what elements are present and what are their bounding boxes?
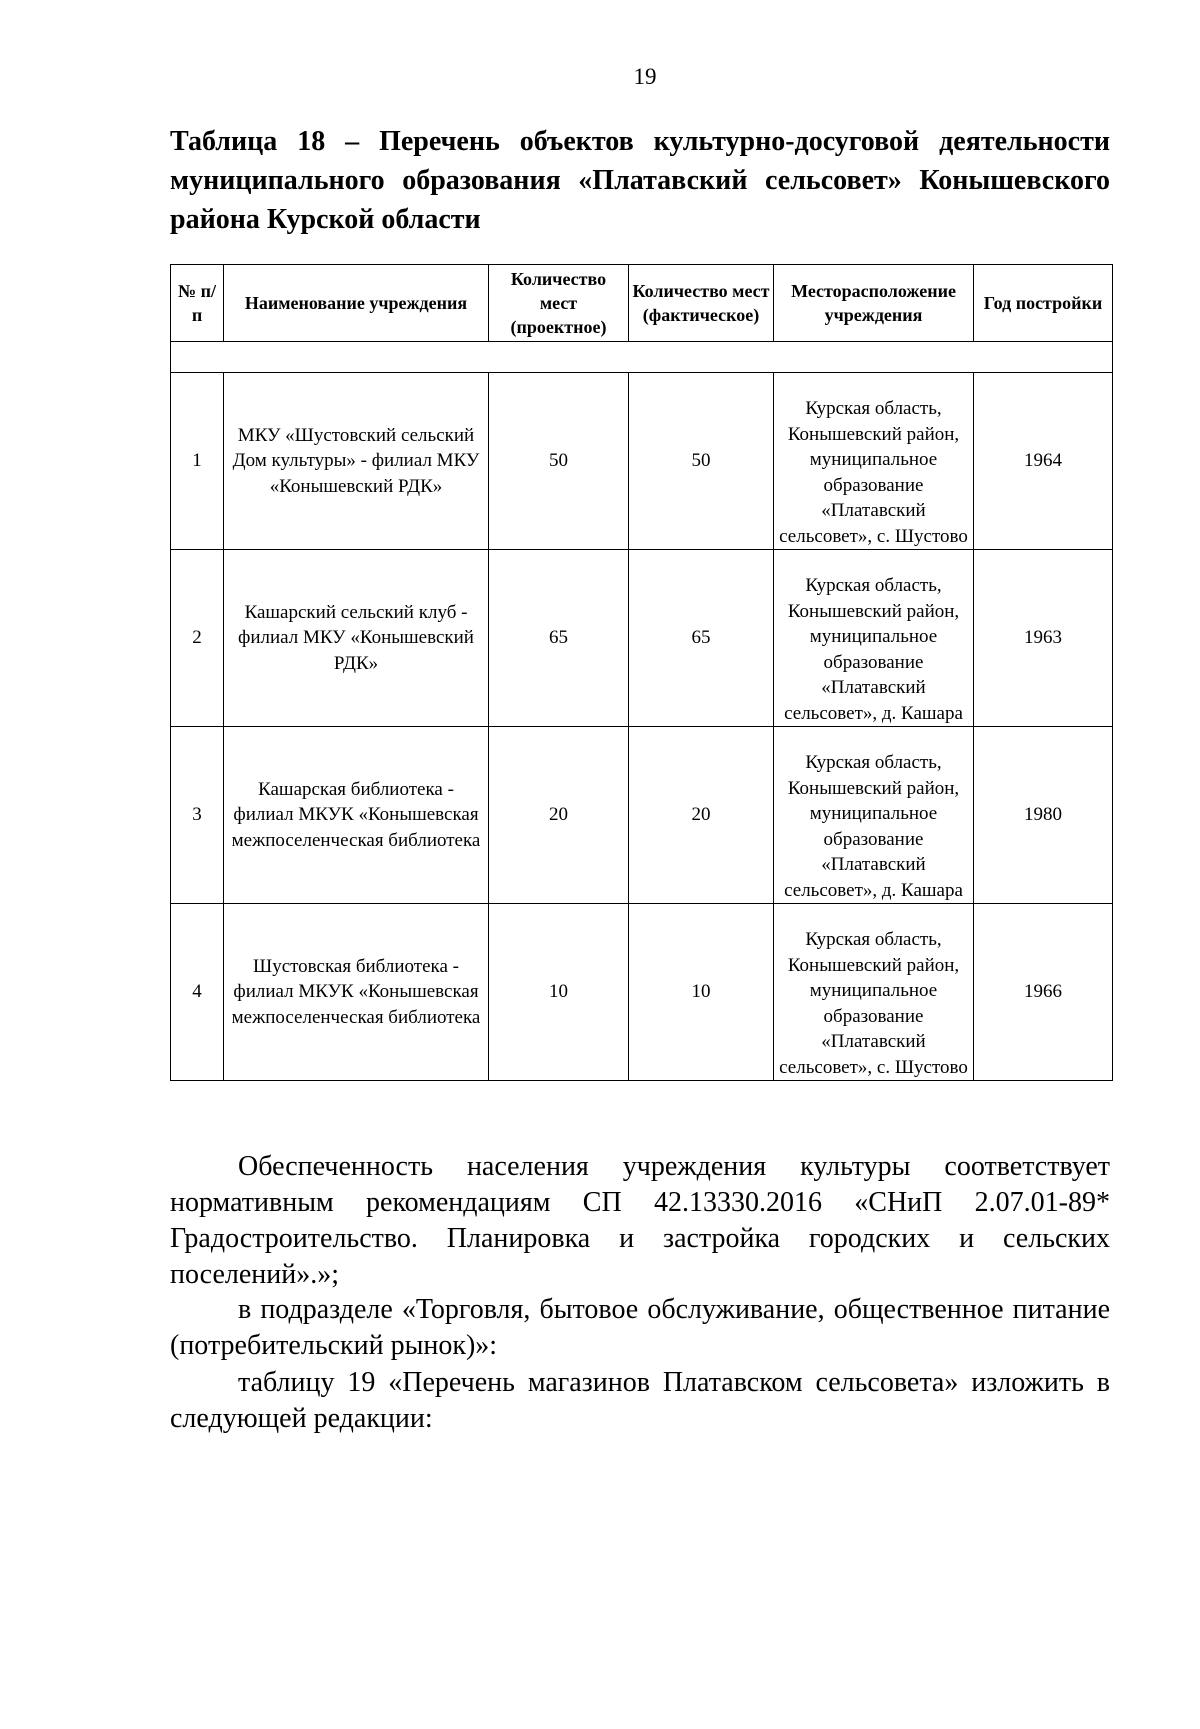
cell-num: 3	[171, 727, 224, 904]
cell-location: Курская область, Конышевский район, муниципальное образование «Платавский сельсовет», д. Кашара	[774, 727, 974, 904]
cell-name: Шустовская библиотека - филиал МКУК «Конышевская межпоселенческая библиотека	[224, 904, 489, 1081]
table-row	[171, 904, 1113, 1081]
cell-num: 1	[171, 373, 224, 550]
culture-facilities-table	[170, 264, 1113, 1081]
cell-location: Курская область, Конышевский район, муниципальное образование «Платавский сельсовет», с. Шустово	[774, 373, 974, 550]
cell-projected: 20	[489, 727, 629, 904]
cell-actual: 65	[629, 550, 774, 727]
table-title: Таблица 18 – Перечень объектов культурно-досуговой деятельности муниципального образования «Платавский сельсовет» Конышевского района Курской области	[170, 126, 1110, 235]
paragraph-table-19: таблицу 19 «Перечень магазинов Платавском сельсовета» изложить в следующей редакции:	[170, 1367, 1110, 1434]
table-row	[171, 727, 1113, 904]
paragraph-provision: Обеспеченность населения учреждения культуры соответствует нормативным рекомендациям СП 42.13330.2016 «СНиП 2.07.01-89* Градостроительство. Планировка и застройка городских и сельских поселений».»;	[170, 1151, 1110, 1290]
header-name: Наименование учреждения	[224, 265, 489, 342]
cell-actual: 50	[629, 373, 774, 550]
header-location: Месторасположение учреждения	[774, 265, 974, 342]
cell-actual: 20	[629, 727, 774, 904]
cell-name: МКУ «Шустовский сельский Дом культуры» - филиал МКУ «Конышевский РДК»	[224, 373, 489, 550]
header-projected: Количество мест (проектное)	[489, 265, 629, 342]
cell-year: 1963	[974, 550, 1113, 727]
cell-num: 2	[171, 550, 224, 727]
table-header-row	[171, 265, 1113, 342]
header-num: № п/п	[171, 265, 224, 342]
table-row	[171, 550, 1113, 727]
cell-actual: 10	[629, 904, 774, 1081]
cell-location: Курская область, Конышевский район, муниципальное образование «Платавский сельсовет», с. Шустово	[774, 904, 974, 1081]
cell-projected: 50	[489, 373, 629, 550]
table-spacer-row	[171, 342, 1113, 373]
cell-name: Кашарская библиотека - филиал МКУК «Конышевская межпоселенческая библиотека	[224, 727, 489, 904]
cell-projected: 65	[489, 550, 629, 727]
cell-location: Курская область, Конышевский район, муниципальное образование «Платавский сельсовет», д. Кашара	[774, 550, 974, 727]
table-row	[171, 373, 1113, 550]
cell-name: Кашарский сельский клуб - филиал МКУ «Конышевский РДК»	[224, 550, 489, 727]
header-year: Год постройки	[974, 265, 1113, 342]
page-number: 19	[633, 64, 657, 89]
cell-year: 1980	[974, 727, 1113, 904]
cell-year: 1964	[974, 373, 1113, 550]
header-actual: Количество мест (фактическое)	[629, 265, 774, 342]
paragraph-subsection: в подразделе «Торговля, бытовое обслуживание, общественное питание (потребительский рынок)»:	[170, 1294, 1110, 1361]
cell-projected: 10	[489, 904, 629, 1081]
cell-year: 1966	[974, 904, 1113, 1081]
cell-num: 4	[171, 904, 224, 1081]
